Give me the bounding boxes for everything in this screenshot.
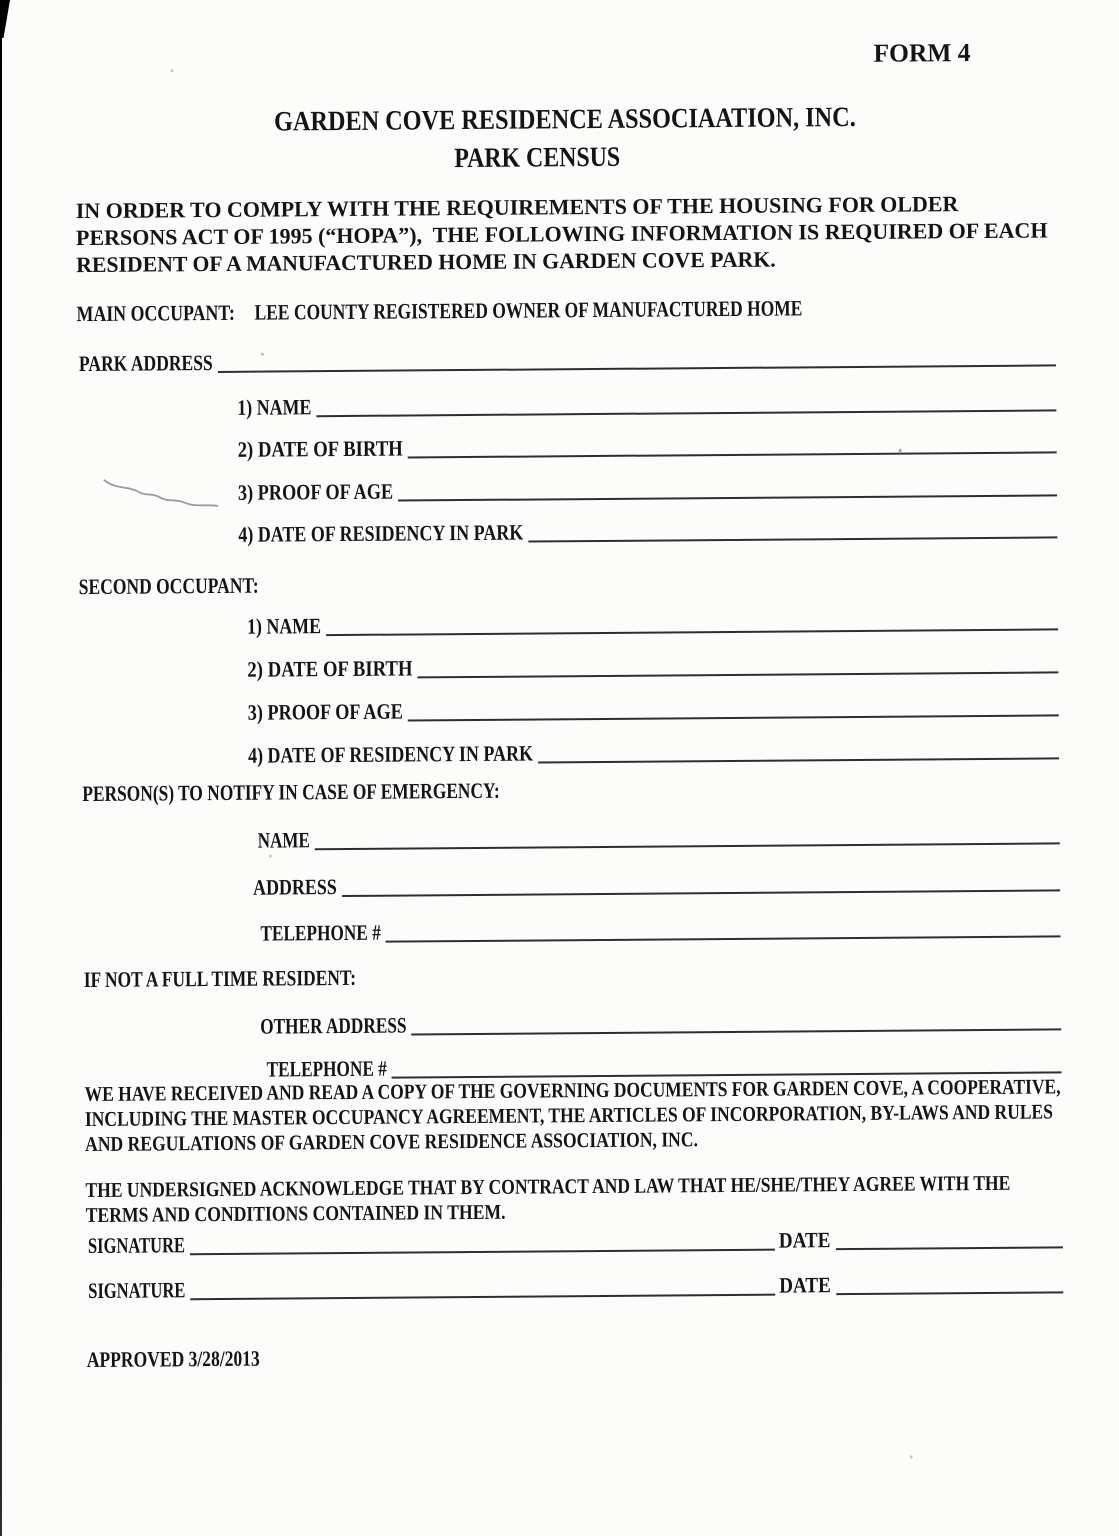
intro-line: PERSONS ACT OF 1995 (“HOPA”), THE FOLLOWING INFORMATION IS REQUIRED OF EACH — [75, 217, 1048, 251]
signature-label: SIGNATURE — [87, 1232, 186, 1259]
acknowledgement-line: TERMS AND CONDITIONS CONTAINED IN THEM. — [85, 1199, 506, 1228]
date-line — [836, 1269, 1063, 1295]
governing-paragraph — [85, 1074, 1062, 1157]
field-row-main-proof-of-age — [238, 472, 1057, 506]
scan-speck — [910, 1456, 913, 1459]
field-row-park-address — [79, 342, 1056, 378]
acknowledgement-line: THE UNDERSIGNED ACKNOWLEDGE THAT BY CONTRACT AND LAW THAT HE/SHE/THEY AGREE WITH THE — [85, 1170, 1011, 1203]
fill-in-line — [342, 867, 1060, 897]
field-label: ADDRESS — [252, 874, 337, 900]
field-label: OTHER ADDRESS — [260, 1012, 407, 1039]
field-row-emergency-name — [258, 820, 1060, 854]
field-row-main-dob — [238, 429, 1057, 463]
field-label: TELEPHONE # — [260, 919, 381, 946]
field-row-second-proof-of-age — [248, 692, 1059, 726]
fill-in-line — [326, 606, 1058, 636]
second-occupant-heading: SECOND OCCUPANT: — [78, 572, 259, 600]
field-label: 1) NAME — [246, 613, 322, 639]
scan-speck — [269, 855, 272, 858]
intro-line: RESIDENT OF A MANUFACTURED HOME IN GARDEN COVE PARK. — [76, 246, 776, 278]
intro-line: IN ORDER TO COMPLY WITH THE REQUIREMENTS OF THE HOUSING FOR OLDER — [75, 191, 959, 224]
field-label: 4) DATE OF RESIDENCY IN PARK — [247, 740, 534, 768]
field-label: 1) NAME — [237, 394, 312, 420]
form-title-text: GARDEN COVE RESIDENCE ASSOCIAATION, INC. — [273, 101, 856, 138]
scan-speck — [171, 69, 174, 72]
emergency-heading: PERSON(S) TO NOTIFY IN CASE OF EMERGENCY: — [82, 777, 500, 807]
form-title — [274, 102, 856, 139]
field-row-second-name — [247, 606, 1058, 640]
fill-in-line — [528, 514, 1057, 542]
field-label: 3) PROOF OF AGE — [237, 478, 394, 505]
fill-in-line — [538, 735, 1059, 763]
governing-line: AND REGULATIONS OF GARDEN COVE RESIDENCE ASSOCIATION, INC. — [84, 1127, 699, 1157]
form-subtitle-text: PARK CENSUS — [454, 141, 621, 175]
date-label: DATE — [778, 1227, 831, 1253]
approved-note: APPROVED 3/28/2013 — [86, 1345, 260, 1373]
signature-row — [88, 1224, 1063, 1260]
field-row-emergency-telephone — [260, 913, 1060, 947]
field-label: TELEPHONE # — [266, 1055, 387, 1082]
field-label: 2) DATE OF BIRTH — [237, 435, 403, 462]
part-time-heading: IF NOT A FULL TIME RESIDENT: — [83, 964, 357, 993]
fill-in-line — [417, 649, 1058, 678]
governing-line: INCLUDING THE MASTER OCCUPANCY AGREEMENT, THE ARTICLES OF INCORPORATION, BY-LAWS AND RULES — [84, 1099, 1054, 1132]
field-label: 3) PROOF OF AGE — [247, 698, 403, 725]
fill-in-line — [315, 820, 1060, 850]
date-line — [836, 1224, 1063, 1250]
fill-in-line — [408, 429, 1057, 458]
scan-speck — [899, 449, 902, 454]
signature-row — [88, 1269, 1063, 1305]
field-label: 2) DATE OF BIRTH — [247, 655, 413, 682]
fill-in-line — [385, 913, 1060, 942]
fill-in-line — [411, 1006, 1061, 1035]
field-label: 4) DATE OF RESIDENCY IN PARK — [238, 519, 524, 547]
field-row-main-residency — [238, 514, 1057, 548]
acknowledgement-paragraph — [85, 1171, 1010, 1228]
field-row-emergency-address — [253, 867, 1060, 901]
fill-in-line — [218, 342, 1056, 373]
field-label: NAME — [257, 827, 310, 853]
field-row-second-residency — [248, 735, 1059, 769]
fill-in-line — [408, 692, 1059, 721]
governing-line: WE HAVE RECEIVED AND READ A COPY OF THE GOVERNING DOCUMENTS FOR GARDEN COVE, A COOPERATIVE, — [84, 1074, 1061, 1107]
signature-line — [190, 1227, 775, 1256]
intro-paragraph — [76, 189, 1049, 278]
park-address-label: PARK ADDRESS — [78, 350, 213, 377]
main-occupant-label: MAIN OCCUPANT: — [76, 299, 235, 327]
pencil-squiggle — [102, 473, 222, 514]
scan-speck — [261, 353, 264, 356]
field-row-other-address — [260, 1006, 1061, 1040]
signature-label: SIGNATURE — [88, 1277, 186, 1304]
form-number — [873, 38, 970, 69]
fill-in-line — [316, 387, 1056, 417]
field-row-main-name — [237, 387, 1056, 421]
form-subtitle — [454, 142, 620, 175]
date-label: DATE — [779, 1272, 831, 1298]
field-row-second-dob — [247, 649, 1058, 683]
main-occupant-heading — [76, 294, 851, 328]
main-occupant-value: LEE COUNTY REGISTERED OWNER OF MANUFACTURED HOME — [254, 295, 803, 325]
signature-line — [190, 1272, 775, 1301]
form-number-text: FORM 4 — [873, 38, 971, 68]
fill-in-line — [398, 472, 1057, 501]
